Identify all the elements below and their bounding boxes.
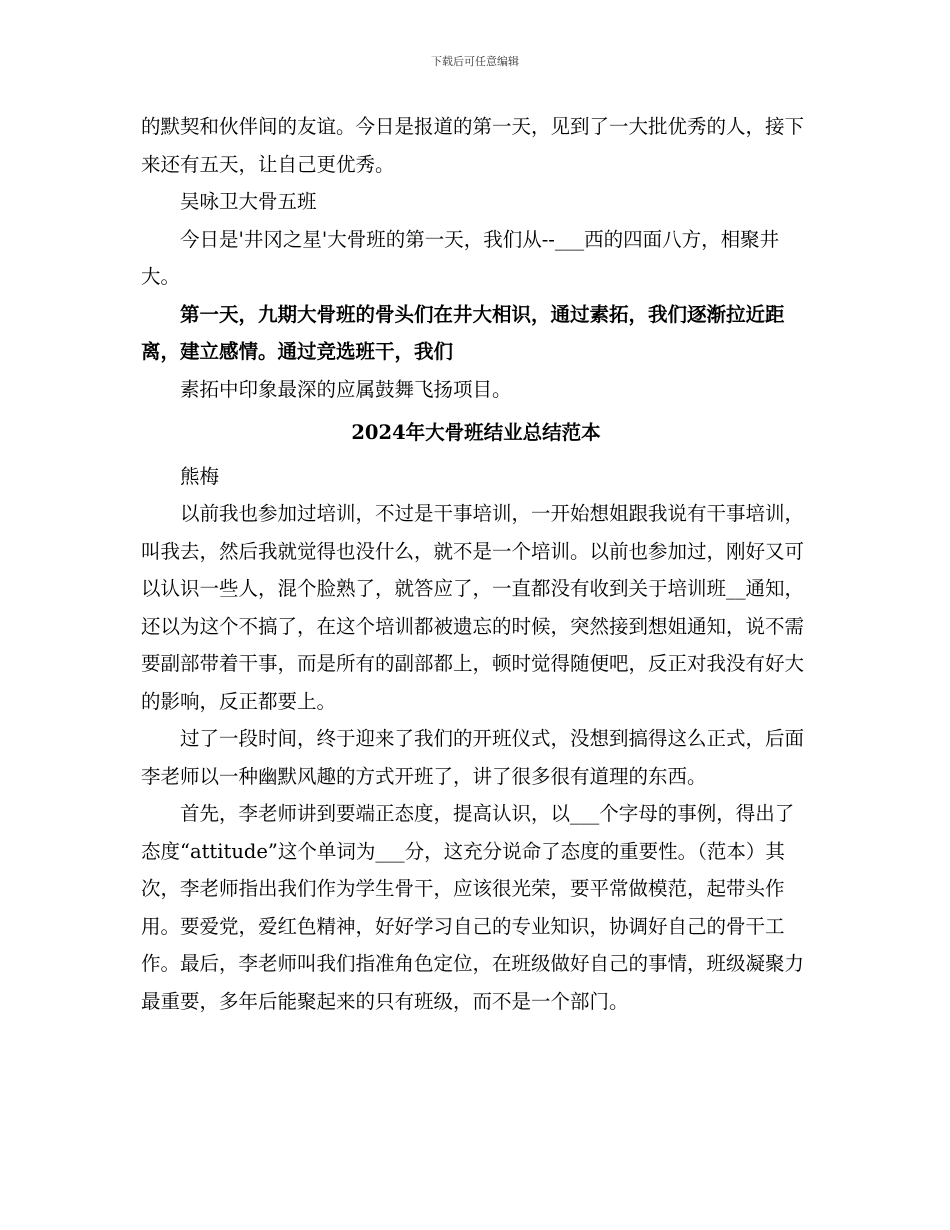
page-header: 下载后可任意编辑 bbox=[431, 55, 519, 68]
paragraph-continuation: 的默契和伙伴间的友谊。今日是报道的第一天，见到了一大批优秀的人，接下来还有五天，让自己更优秀。 bbox=[141, 115, 805, 176]
paragraph: 今日是'井冈之星'大骨班的第一天，我们从--___西的四面八方，相聚井大。 bbox=[141, 227, 780, 288]
bold-paragraph: 第一天，九期大骨班的骨头们在井大相识，通过素拓，我们逐渐拉近距离，建立感情。通过竞选班干，我们 bbox=[141, 302, 785, 363]
signature-line: 吴咏卫大骨五班 bbox=[180, 190, 317, 213]
author-name: 熊梅 bbox=[180, 464, 220, 488]
paragraph: 素拓中印象最深的应属鼓舞飞扬项目。 bbox=[180, 377, 512, 401]
document-body bbox=[141, 108, 811, 1020]
paragraph: 过了一段时间，终于迎来了我们的开班仪式，没想到搞得这么正式，后面李老师以一种幽默风趣的方式开班了，讲了很多很有道理的东西。 bbox=[141, 727, 805, 788]
paragraph: 首先，李老师讲到要端正态度，提高认识，以___个字母的事例，得出了态度“attitude”这个单词为___分，这充分说命了态度的重要性。（范本）其次，李老师指出我们作为学生骨干，应该很光荣，要平常做模范，起带头作用。要爱党，爱红色精神，好好学习自己的专业知识，协调好自己的骨干工作。最后，李老师叫我们指准角色定位，在班级做好自己的事情，班级凝聚力最重要，多年后能聚起来的只有班级，而不是一个部门。 bbox=[141, 802, 805, 1013]
paragraph: 以前我也参加过培训，不过是干事培训，一开始想姐跟我说有干事培训，叫我去，然后我就觉得也没什么，就不是一个培训。以前也参加过，刚好又可以认识一些人，混个脸熟了，就答应了，一直都没有收到关于培训班__通知，还以为这个不搞了，在这个培训都被遗忘的时候，突然接到想姐通知，说不需要副部带着干事，而是所有的副部都上，顿时觉得随便吧，反正对我没有好大的影响，反正都要上。 bbox=[141, 502, 805, 713]
document-title: 2024年大骨班结业总结范本 bbox=[351, 421, 601, 444]
